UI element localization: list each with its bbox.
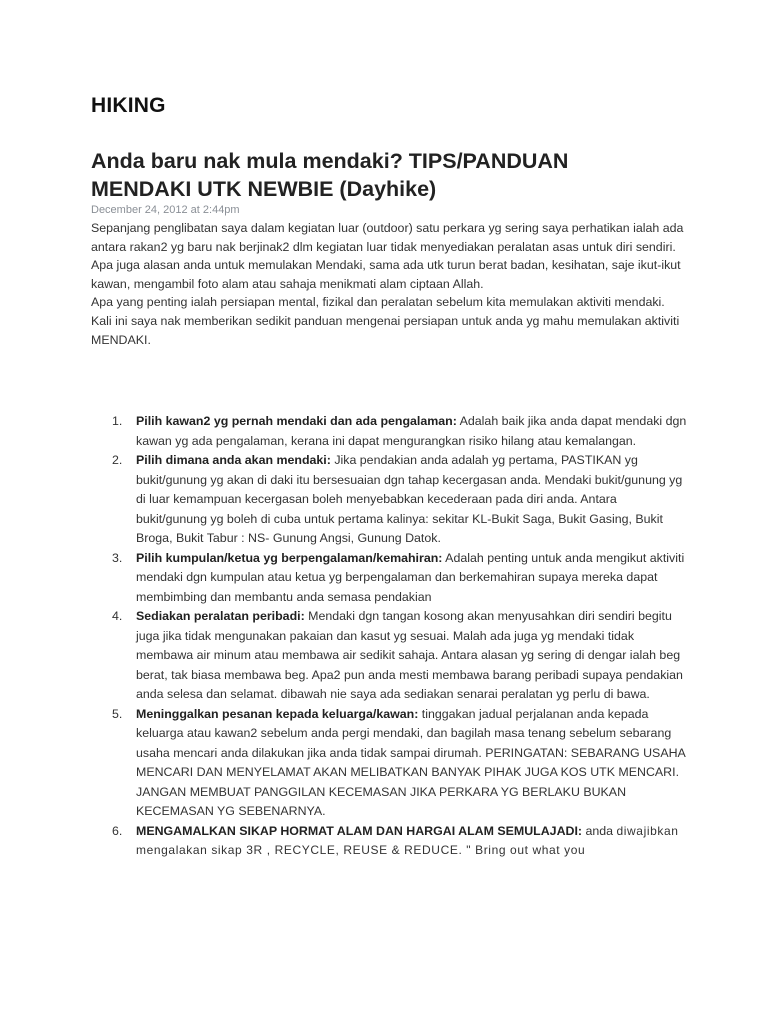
intro-paragraph: Apa yang penting ialah persiapan mental, fizikal dan peralatan sebelum kita memulakan aktiviti mendaki. <box>91 295 665 310</box>
post-title: Anda baru nak mula mendaki? TIPS/PANDUAN MENDAKI UTK NEWBIE (Dayhike) <box>91 149 569 201</box>
list-item <box>91 822 691 861</box>
list-item-heading: Pilih kumpulan/ketua yg berpengalaman/kemahiran: <box>136 550 443 565</box>
tips-list <box>91 412 691 861</box>
list-item-body: tinggakan jadual perjalanan anda kepada keluarga atau kawan2 sebelum anda pergi mendaki, dan bagilah masa tenang sebelum sebarang usaha mencari anda dilakukan jika anda tidak sampai dirumah. PERINGATAN: SEBARANG USAHA MENCARI DAN MENYELAMAT AKAN MELIBATKAN BANYAK PIHAK JUGA KOS UTK MENCARI. JANGAN MEMBUAT PANGGILAN KECEMASAN JIKA PERKARA YG BERLAKU BUKAN KECEMASAN YG SEBENARNYA. <box>136 706 686 818</box>
list-item-heading: Sediakan peralatan peribadi: <box>136 609 305 623</box>
list-item-heading: Meninggalkan pesanan kepada keluarga/kawan: <box>136 706 419 721</box>
list-item-body: Mendaki dgn tangan kosong akan menyusahkan diri sendiri begitu juga jika tidak mengunakan pakaian dan kasut yg sesuai. Malah ada juga yg mendaki tidak membawa air minum atau membawa air sedikit sahaja. Antara alasan yg sering di dengar ialah beg berat, tak biasa membawa beg. Apa2 pun anda mesti membawa barang peribadi supaya pendakian anda selesa dan selamat. dibawah nie saya ada sediakan senarai peralatan yg perlu di bawa. <box>136 609 683 701</box>
list-item <box>91 705 691 822</box>
list-item <box>91 412 691 451</box>
list-item-number: 5. <box>112 706 123 721</box>
intro-text <box>91 219 691 349</box>
list-item-body: anda <box>582 823 617 838</box>
section-title: HIKING <box>91 94 166 117</box>
list-item-number: 1. <box>112 414 123 428</box>
list-item-body: Adalah baik jika anda dapat mendaki dgn kawan yg ada pengalaman, kerana ini dapat mengurangkan risiko hilang atau kemalangan. <box>136 414 687 448</box>
intro-paragraph: Kali ini saya nak memberikan sedikit panduan mengenai persiapan untuk anda yg mahu memulakan aktiviti MENDAKI. <box>91 313 680 347</box>
list-item-number: 3. <box>112 550 123 565</box>
list-item-body: Jika pendakian anda adalah yg pertama, PASTIKAN yg bukit/gunung yg akan di daki itu bersesuaian dgn tahap kecergasan anda. Mendaki bukit/gunung yg di luar kemampuan kecergasan boleh menyebabkan kecederaan pada diri anda. Antara bukit/gunung yg boleh di cuba untuk pertama kalinya: sekitar KL-Bukit Saga, Bukit Gasing, Bukit Broga, Bukit Tabur : NS- Gunung Angsi, Gunung Datok. <box>136 453 683 545</box>
list-item <box>91 607 691 705</box>
list-item-heading: Pilih kawan2 yg pernah mendaki dan ada pengalaman: <box>136 414 457 428</box>
post-date: December 24, 2012 at 2:44pm <box>91 204 240 216</box>
intro-paragraph: Apa juga alasan anda untuk memulakan Mendaki, sama ada utk turun berat badan, kesihatan, saje ikut-ikut kawan, mengambil foto alam atau sahaja menikmati alam ciptaan Allah. <box>91 258 681 291</box>
intro-paragraph: Sepanjang penglibatan saya dalam kegiatan luar (outdoor) satu perkara yg sering saya perhatikan ialah ada antara rakan2 yg baru nak berjinak2 dlm kegiatan luar tidak menyediakan peralatan asas untuk diri sendiri. <box>91 221 684 254</box>
list-item-number: 2. <box>112 453 123 467</box>
list-item-body: Adalah penting untuk anda mengikut aktiviti mendaki dgn kumpulan atau ketua yg berpengalaman dan berkemahiran supaya mereka dapat membimbing dan membantu anda semasa pendakian <box>136 550 685 604</box>
list-item-number: 6. <box>112 823 123 838</box>
list-item-heading: Pilih dimana anda akan mendaki: <box>136 453 331 467</box>
list-item-heading: MENGAMALKAN SIKAP HORMAT ALAM DAN HARGAI ALAM SEMULAJADI: <box>136 823 583 838</box>
list-item <box>91 549 691 608</box>
list-item-number: 4. <box>112 609 123 623</box>
list-item-body-continued: diwajibkan mengalakan sikap 3R , RECYCLE, REUSE & REDUCE. " Bring out what you <box>136 823 679 857</box>
list-item <box>91 451 691 549</box>
